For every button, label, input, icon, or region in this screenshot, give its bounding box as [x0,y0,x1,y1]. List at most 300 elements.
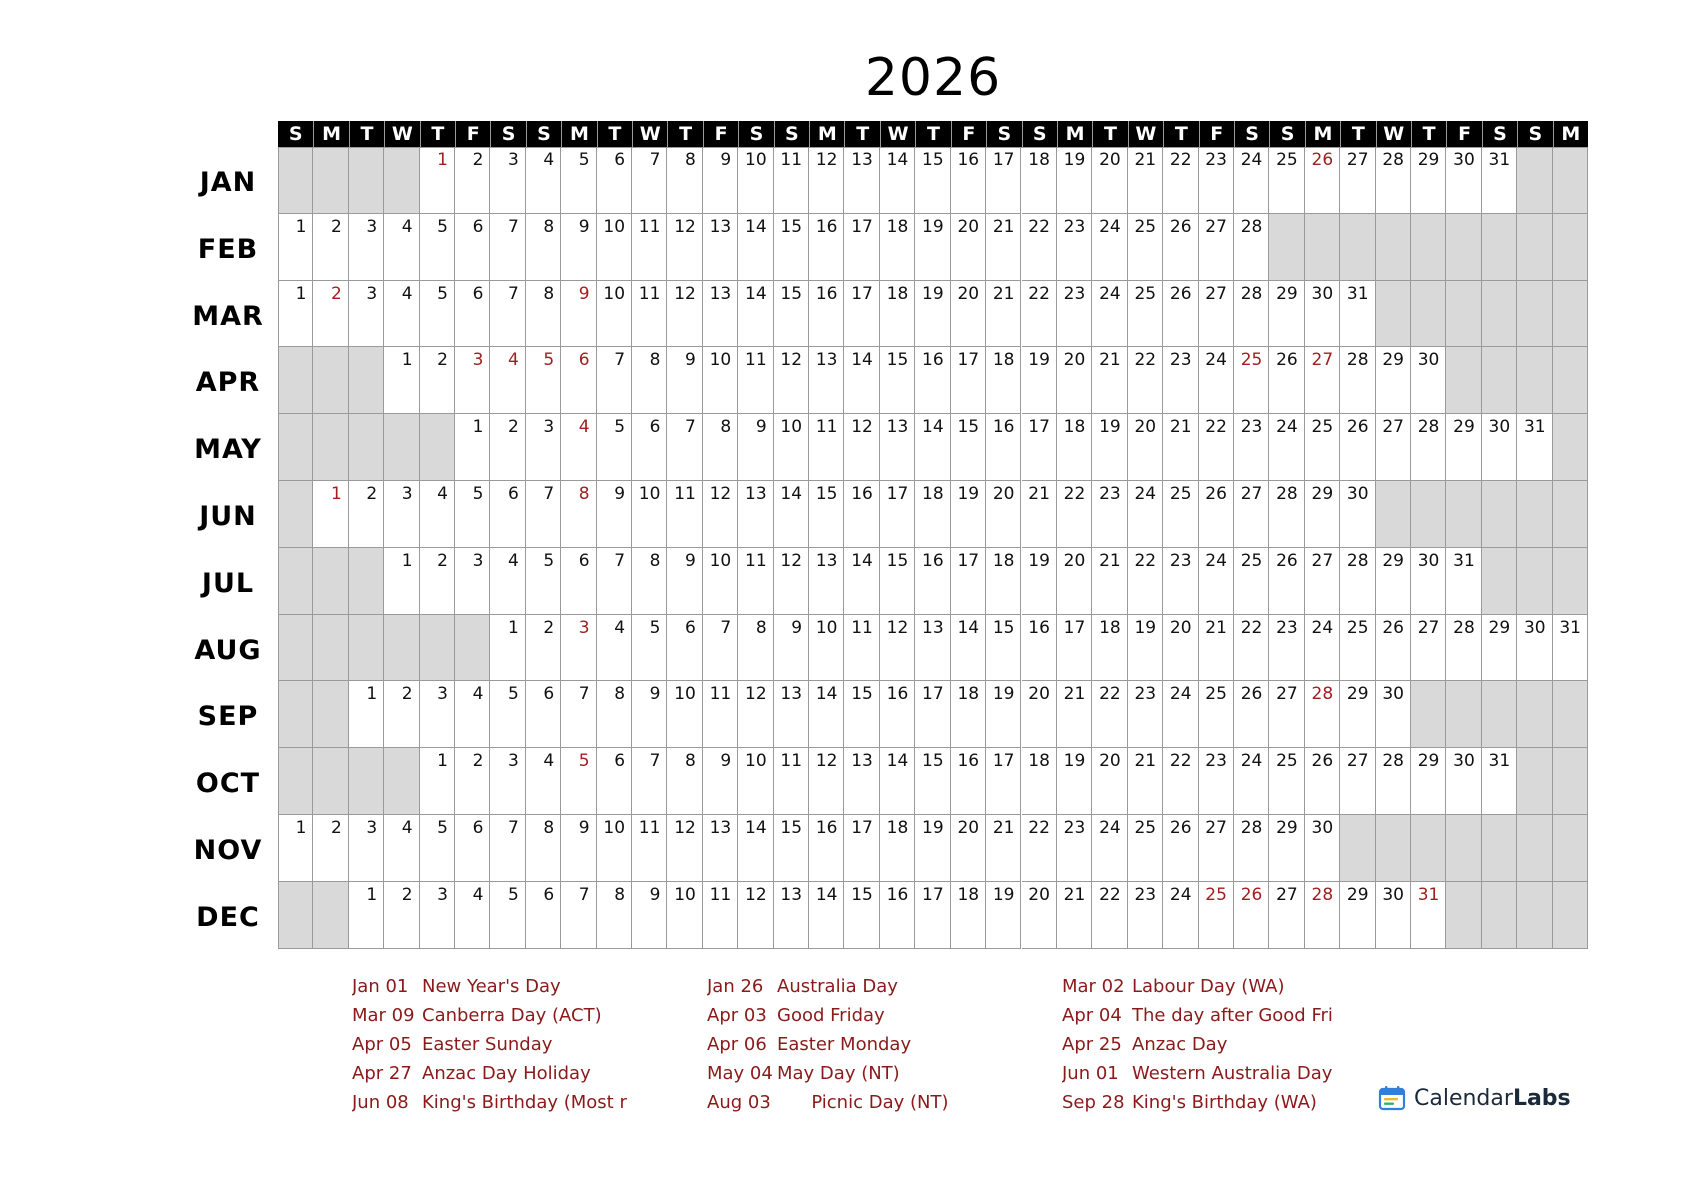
day-cell[interactable] [490,347,525,414]
day-cell[interactable] [1057,548,1092,615]
day-cell[interactable] [703,681,738,748]
day-cell[interactable] [384,548,419,615]
day-cell[interactable] [986,681,1021,748]
day-cell[interactable] [1305,347,1340,414]
day-cell[interactable] [1305,815,1340,882]
day-cell[interactable] [880,548,915,615]
day-cell[interactable] [951,147,986,214]
day-cell[interactable] [1128,147,1163,214]
day-cell[interactable] [632,748,667,815]
day-cell[interactable] [1199,748,1234,815]
day-cell[interactable] [738,815,773,882]
day-cell[interactable] [986,347,1021,414]
day-cell[interactable] [420,147,455,214]
day-cell[interactable] [1022,281,1057,348]
day-cell[interactable] [986,815,1021,882]
day-cell[interactable] [915,414,950,481]
day-cell[interactable] [1340,347,1375,414]
day-cell[interactable] [1234,815,1269,882]
day-cell[interactable] [526,281,561,348]
day-cell[interactable] [1446,414,1481,481]
day-cell[interactable] [703,414,738,481]
day-cell[interactable] [490,748,525,815]
day-cell[interactable] [526,214,561,281]
day-cell[interactable] [1411,414,1446,481]
day-cell[interactable] [844,414,879,481]
day-cell[interactable] [951,281,986,348]
day-cell[interactable] [1128,347,1163,414]
day-cell[interactable] [1128,882,1163,949]
day-cell[interactable] [844,281,879,348]
day-cell[interactable] [526,681,561,748]
day-cell[interactable] [490,681,525,748]
day-cell[interactable] [632,481,667,548]
day-cell[interactable] [1340,414,1375,481]
day-cell[interactable] [986,882,1021,949]
day-cell[interactable] [844,481,879,548]
day-cell[interactable] [597,548,632,615]
day-cell[interactable] [1092,681,1127,748]
day-cell[interactable] [809,748,844,815]
day-cell[interactable] [490,548,525,615]
day-cell[interactable] [561,815,596,882]
day-cell[interactable] [774,548,809,615]
day-cell[interactable] [1022,481,1057,548]
day-cell[interactable] [420,681,455,748]
day-cell[interactable] [1482,615,1517,682]
day-cell[interactable] [986,481,1021,548]
day-cell[interactable] [951,548,986,615]
day-cell[interactable] [455,281,490,348]
day-cell[interactable] [844,347,879,414]
day-cell[interactable] [738,548,773,615]
day-cell[interactable] [313,281,348,348]
day-cell[interactable] [986,214,1021,281]
day-cell[interactable] [1057,681,1092,748]
day-cell[interactable] [703,615,738,682]
day-cell[interactable] [455,681,490,748]
day-cell[interactable] [1057,347,1092,414]
day-cell[interactable] [526,481,561,548]
day-cell[interactable] [1234,882,1269,949]
day-cell[interactable] [667,481,702,548]
day-cell[interactable] [703,548,738,615]
day-cell[interactable] [1128,748,1163,815]
day-cell[interactable] [809,815,844,882]
calendarlabs-logo[interactable] [1378,1080,1571,1116]
day-cell[interactable] [703,748,738,815]
day-cell[interactable] [1022,815,1057,882]
day-cell[interactable] [1376,414,1411,481]
day-cell[interactable] [455,214,490,281]
day-cell[interactable] [1092,214,1127,281]
day-cell[interactable] [951,815,986,882]
day-cell[interactable] [1269,882,1304,949]
day-cell[interactable] [1199,615,1234,682]
day-cell[interactable] [1269,748,1304,815]
day-cell[interactable] [1057,748,1092,815]
day-cell[interactable] [597,214,632,281]
day-cell[interactable] [597,147,632,214]
day-cell[interactable] [278,281,313,348]
day-cell[interactable] [632,681,667,748]
day-cell[interactable] [1128,281,1163,348]
day-cell[interactable] [667,347,702,414]
day-cell[interactable] [1376,681,1411,748]
day-cell[interactable] [986,147,1021,214]
day-cell[interactable] [880,615,915,682]
day-cell[interactable] [774,281,809,348]
day-cell[interactable] [632,882,667,949]
day-cell[interactable] [1092,748,1127,815]
day-cell[interactable] [774,347,809,414]
day-cell[interactable] [1199,548,1234,615]
day-cell[interactable] [1128,414,1163,481]
day-cell[interactable] [1376,147,1411,214]
day-cell[interactable] [774,615,809,682]
day-cell[interactable] [774,815,809,882]
day-cell[interactable] [667,281,702,348]
day-cell[interactable] [597,681,632,748]
day-cell[interactable] [809,281,844,348]
day-cell[interactable] [1234,147,1269,214]
day-cell[interactable] [1305,882,1340,949]
day-cell[interactable] [1199,281,1234,348]
day-cell[interactable] [526,615,561,682]
day-cell[interactable] [455,882,490,949]
day-cell[interactable] [1234,214,1269,281]
day-cell[interactable] [384,281,419,348]
day-cell[interactable] [1340,615,1375,682]
day-cell[interactable] [1482,748,1517,815]
day-cell[interactable] [1057,147,1092,214]
day-cell[interactable] [1376,615,1411,682]
day-cell[interactable] [915,548,950,615]
day-cell[interactable] [1092,281,1127,348]
day-cell[interactable] [667,748,702,815]
day-cell[interactable] [384,347,419,414]
day-cell[interactable] [809,481,844,548]
day-cell[interactable] [490,414,525,481]
day-cell[interactable] [951,748,986,815]
day-cell[interactable] [526,815,561,882]
day-cell[interactable] [1022,214,1057,281]
day-cell[interactable] [1128,681,1163,748]
day-cell[interactable] [774,681,809,748]
day-cell[interactable] [1340,281,1375,348]
day-cell[interactable] [1163,347,1198,414]
day-cell[interactable] [986,414,1021,481]
day-cell[interactable] [561,281,596,348]
day-cell[interactable] [561,481,596,548]
day-cell[interactable] [667,214,702,281]
day-cell[interactable] [951,414,986,481]
day-cell[interactable] [349,815,384,882]
day-cell[interactable] [420,347,455,414]
day-cell[interactable] [951,615,986,682]
day-cell[interactable] [915,815,950,882]
day-cell[interactable] [1376,882,1411,949]
day-cell[interactable] [809,347,844,414]
day-cell[interactable] [951,347,986,414]
day-cell[interactable] [1022,882,1057,949]
day-cell[interactable] [420,748,455,815]
day-cell[interactable] [880,214,915,281]
day-cell[interactable] [384,481,419,548]
day-cell[interactable] [1269,281,1304,348]
day-cell[interactable] [844,882,879,949]
day-cell[interactable] [526,414,561,481]
day-cell[interactable] [561,548,596,615]
day-cell[interactable] [1199,347,1234,414]
day-cell[interactable] [1128,214,1163,281]
day-cell[interactable] [915,347,950,414]
day-cell[interactable] [844,548,879,615]
day-cell[interactable] [349,481,384,548]
day-cell[interactable] [1163,147,1198,214]
day-cell[interactable] [951,882,986,949]
day-cell[interactable] [1269,347,1304,414]
day-cell[interactable] [1128,815,1163,882]
day-cell[interactable] [738,214,773,281]
day-cell[interactable] [420,548,455,615]
day-cell[interactable] [1305,414,1340,481]
day-cell[interactable] [1340,147,1375,214]
day-cell[interactable] [526,748,561,815]
day-cell[interactable] [420,281,455,348]
day-cell[interactable] [490,281,525,348]
day-cell[interactable] [1199,481,1234,548]
day-cell[interactable] [1057,281,1092,348]
day-cell[interactable] [632,414,667,481]
day-cell[interactable] [632,347,667,414]
day-cell[interactable] [597,414,632,481]
day-cell[interactable] [880,748,915,815]
day-cell[interactable] [738,748,773,815]
day-cell[interactable] [703,815,738,882]
day-cell[interactable] [1234,414,1269,481]
day-cell[interactable] [1340,481,1375,548]
day-cell[interactable] [1411,882,1446,949]
day-cell[interactable] [738,681,773,748]
day-cell[interactable] [1446,147,1481,214]
day-cell[interactable] [455,748,490,815]
day-cell[interactable] [1092,815,1127,882]
day-cell[interactable] [561,748,596,815]
day-cell[interactable] [880,681,915,748]
day-cell[interactable] [1163,815,1198,882]
day-cell[interactable] [951,481,986,548]
day-cell[interactable] [1128,548,1163,615]
day-cell[interactable] [349,681,384,748]
day-cell[interactable] [703,214,738,281]
day-cell[interactable] [1199,147,1234,214]
day-cell[interactable] [703,882,738,949]
day-cell[interactable] [774,214,809,281]
day-cell[interactable] [1128,481,1163,548]
day-cell[interactable] [455,815,490,882]
day-cell[interactable] [632,815,667,882]
day-cell[interactable] [1022,681,1057,748]
day-cell[interactable] [667,815,702,882]
day-cell[interactable] [455,347,490,414]
day-cell[interactable] [1234,347,1269,414]
day-cell[interactable] [597,281,632,348]
day-cell[interactable] [313,815,348,882]
day-cell[interactable] [915,481,950,548]
day-cell[interactable] [986,548,1021,615]
day-cell[interactable] [915,681,950,748]
day-cell[interactable] [1092,615,1127,682]
day-cell[interactable] [667,681,702,748]
day-cell[interactable] [490,815,525,882]
day-cell[interactable] [1269,414,1304,481]
day-cell[interactable] [1057,481,1092,548]
day-cell[interactable] [915,882,950,949]
day-cell[interactable] [632,615,667,682]
day-cell[interactable] [1092,347,1127,414]
day-cell[interactable] [384,815,419,882]
day-cell[interactable] [1305,548,1340,615]
day-cell[interactable] [526,347,561,414]
day-cell[interactable] [455,548,490,615]
day-cell[interactable] [1446,615,1481,682]
day-cell[interactable] [1163,414,1198,481]
day-cell[interactable] [1199,214,1234,281]
day-cell[interactable] [915,147,950,214]
day-cell[interactable] [1553,615,1588,682]
day-cell[interactable] [1482,414,1517,481]
day-cell[interactable] [1411,615,1446,682]
day-cell[interactable] [1234,281,1269,348]
day-cell[interactable] [774,748,809,815]
day-cell[interactable] [349,214,384,281]
day-cell[interactable] [774,882,809,949]
day-cell[interactable] [1092,147,1127,214]
day-cell[interactable] [632,214,667,281]
day-cell[interactable] [1163,481,1198,548]
day-cell[interactable] [703,347,738,414]
day-cell[interactable] [844,815,879,882]
day-cell[interactable] [1411,748,1446,815]
day-cell[interactable] [809,615,844,682]
day-cell[interactable] [526,147,561,214]
day-cell[interactable] [1269,615,1304,682]
day-cell[interactable] [951,681,986,748]
day-cell[interactable] [1163,748,1198,815]
day-cell[interactable] [1305,481,1340,548]
day-cell[interactable] [1340,882,1375,949]
day-cell[interactable] [1269,548,1304,615]
day-cell[interactable] [420,214,455,281]
day-cell[interactable] [774,481,809,548]
day-cell[interactable] [597,815,632,882]
day-cell[interactable] [313,214,348,281]
day-cell[interactable] [1482,147,1517,214]
day-cell[interactable] [278,815,313,882]
day-cell[interactable] [632,548,667,615]
day-cell[interactable] [1340,681,1375,748]
day-cell[interactable] [667,414,702,481]
day-cell[interactable] [809,882,844,949]
day-cell[interactable] [809,147,844,214]
day-cell[interactable] [1199,815,1234,882]
day-cell[interactable] [1269,481,1304,548]
day-cell[interactable] [738,414,773,481]
day-cell[interactable] [1340,548,1375,615]
day-cell[interactable] [1305,281,1340,348]
day-cell[interactable] [915,214,950,281]
day-cell[interactable] [880,347,915,414]
day-cell[interactable] [986,281,1021,348]
day-cell[interactable] [1163,281,1198,348]
day-cell[interactable] [1517,414,1552,481]
day-cell[interactable] [1022,414,1057,481]
day-cell[interactable] [1057,882,1092,949]
day-cell[interactable] [1446,548,1481,615]
day-cell[interactable] [880,414,915,481]
day-cell[interactable] [844,214,879,281]
day-cell[interactable] [1092,414,1127,481]
day-cell[interactable] [1269,147,1304,214]
day-cell[interactable] [1128,615,1163,682]
day-cell[interactable] [1340,748,1375,815]
day-cell[interactable] [1092,481,1127,548]
day-cell[interactable] [597,481,632,548]
day-cell[interactable] [880,815,915,882]
day-cell[interactable] [738,882,773,949]
day-cell[interactable] [1269,681,1304,748]
day-cell[interactable] [1411,147,1446,214]
day-cell[interactable] [1305,615,1340,682]
day-cell[interactable] [1199,414,1234,481]
day-cell[interactable] [561,615,596,682]
day-cell[interactable] [561,414,596,481]
day-cell[interactable] [384,214,419,281]
day-cell[interactable] [951,214,986,281]
day-cell[interactable] [278,214,313,281]
day-cell[interactable] [1022,347,1057,414]
day-cell[interactable] [1305,681,1340,748]
day-cell[interactable] [1446,748,1481,815]
day-cell[interactable] [915,281,950,348]
day-cell[interactable] [1376,347,1411,414]
day-cell[interactable] [738,347,773,414]
day-cell[interactable] [1092,882,1127,949]
day-cell[interactable] [632,147,667,214]
day-cell[interactable] [880,147,915,214]
day-cell[interactable] [490,481,525,548]
day-cell[interactable] [349,882,384,949]
day-cell[interactable] [809,548,844,615]
day-cell[interactable] [349,281,384,348]
day-cell[interactable] [809,414,844,481]
day-cell[interactable] [1411,548,1446,615]
day-cell[interactable] [774,147,809,214]
day-cell[interactable] [667,882,702,949]
day-cell[interactable] [703,481,738,548]
day-cell[interactable] [1199,681,1234,748]
day-cell[interactable] [1517,615,1552,682]
day-cell[interactable] [1022,748,1057,815]
day-cell[interactable] [880,281,915,348]
day-cell[interactable] [1376,548,1411,615]
day-cell[interactable] [880,481,915,548]
day-cell[interactable] [1269,815,1304,882]
day-cell[interactable] [1022,615,1057,682]
day-cell[interactable] [632,281,667,348]
day-cell[interactable] [1305,748,1340,815]
